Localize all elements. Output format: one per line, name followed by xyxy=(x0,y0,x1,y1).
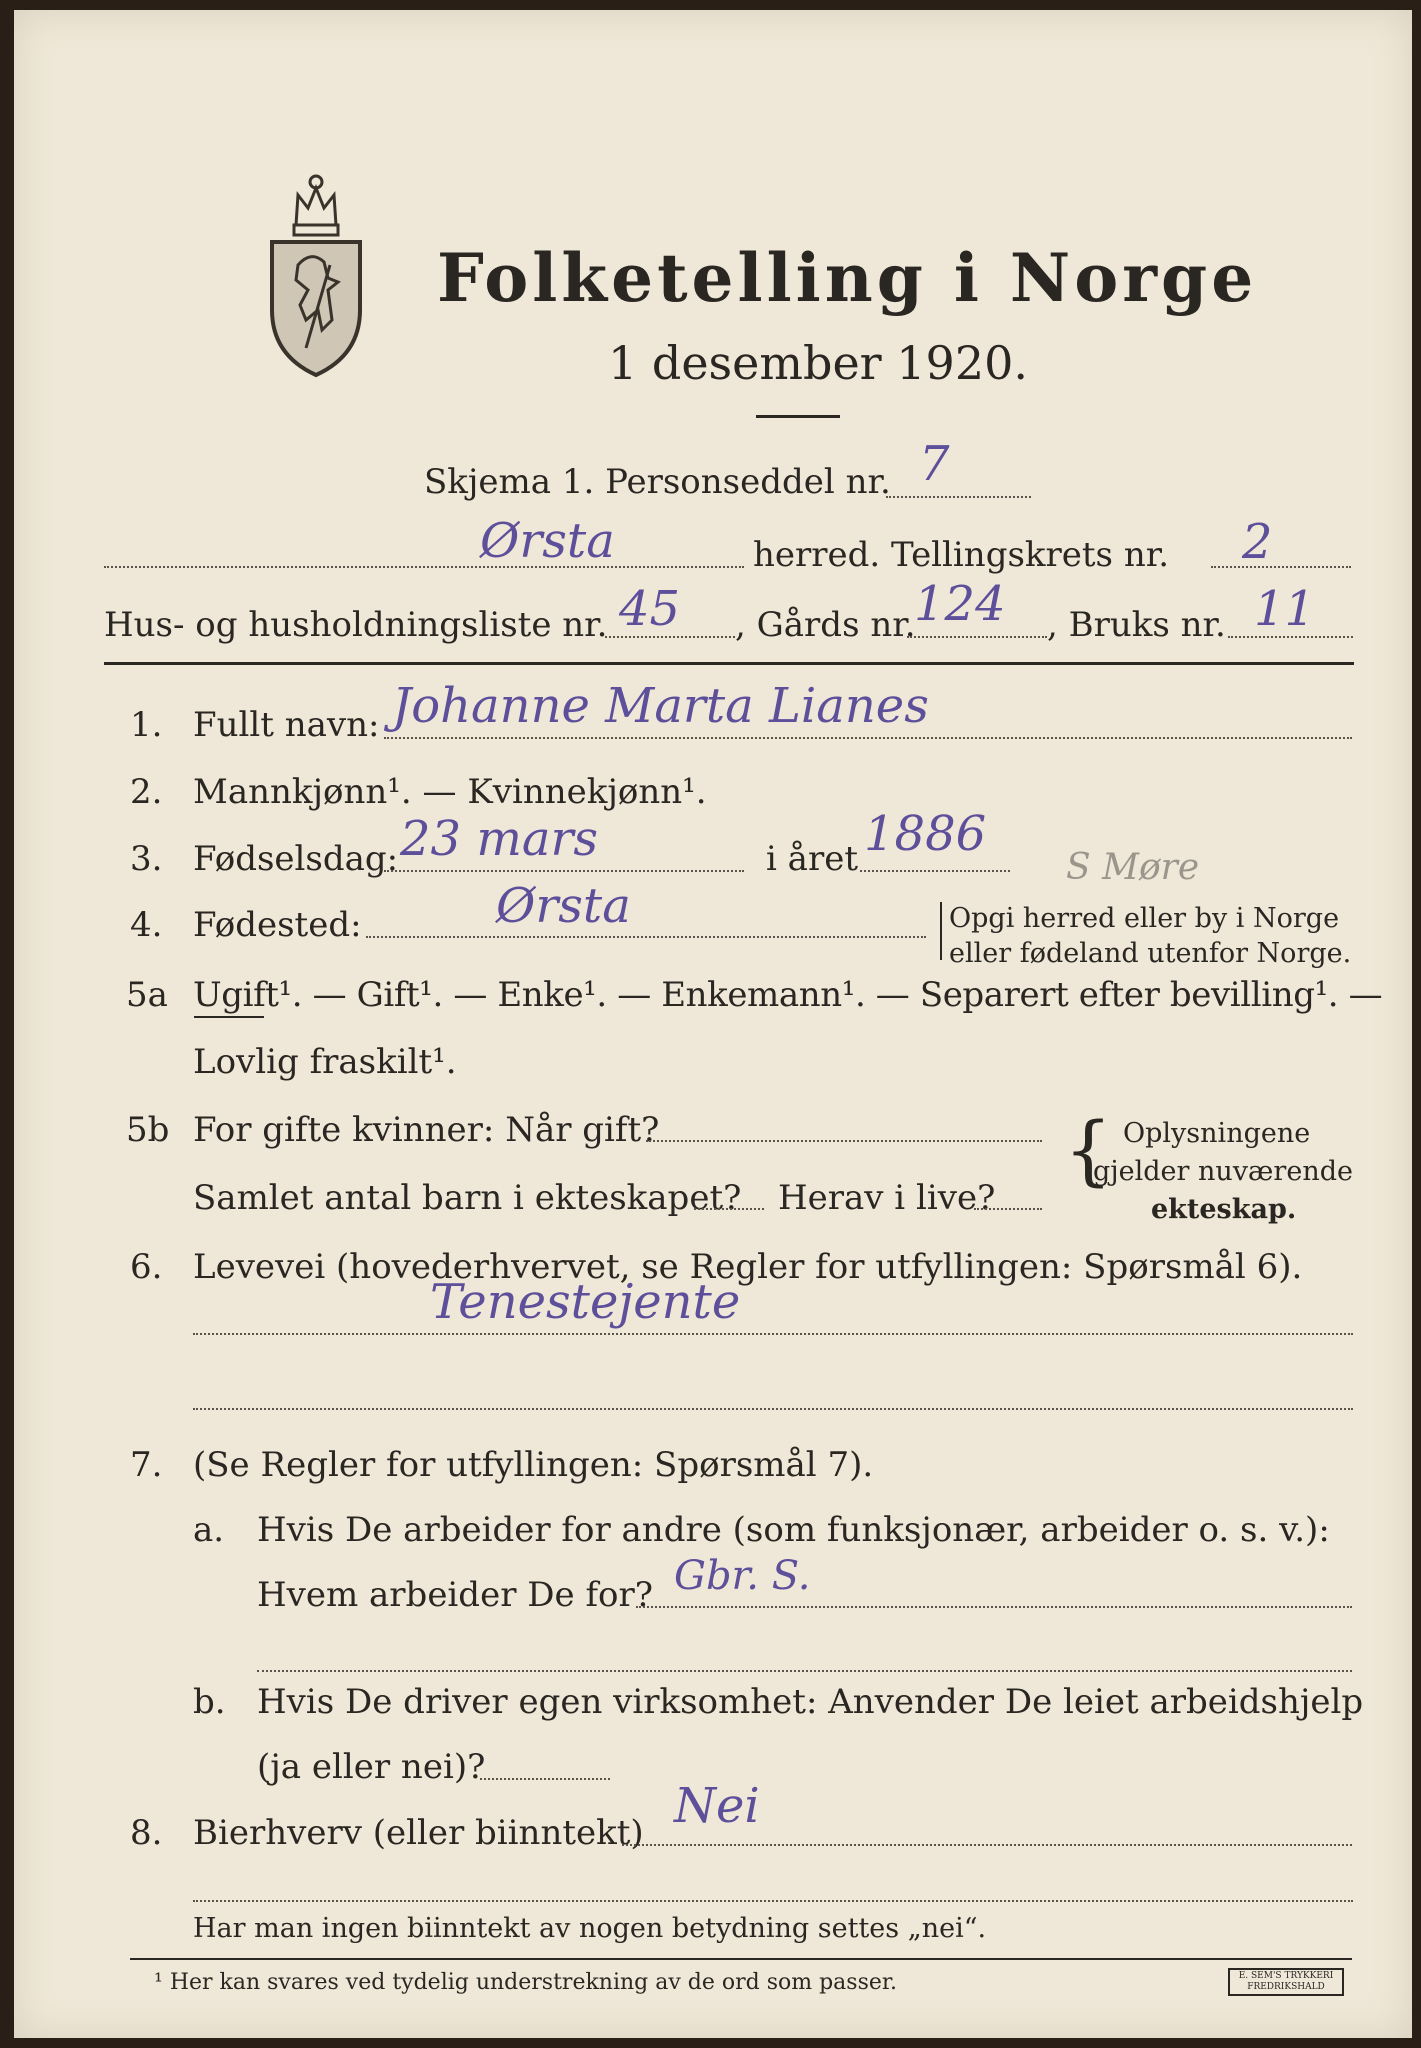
form-date: 1 desember 1920. xyxy=(608,336,1028,390)
hired-help-dots xyxy=(480,1778,610,1780)
full-name-value: Johanne Marta Lianes xyxy=(392,678,929,734)
hus-label: Hus- og husholdningsliste nr. xyxy=(104,605,608,645)
form-title: Folketelling i Norge xyxy=(437,239,1258,317)
birthplace-note-1: Opgi herred eller by i Norge xyxy=(949,903,1340,934)
herred-value: Ørsta xyxy=(480,513,615,569)
field-7-number: 7. xyxy=(130,1445,163,1485)
side-income-dots xyxy=(622,1844,1352,1846)
side-income-value: Nei xyxy=(674,1778,760,1834)
tellingskrets-dots xyxy=(1211,566,1351,568)
side-income-label: Bierhverv (eller biinntekt) xyxy=(193,1813,644,1853)
herred-dots xyxy=(104,566,744,568)
employer-label: Hvem arbeider De for? xyxy=(257,1575,653,1615)
footnote: ¹ Her kan svares ved tydelig understrekning av de ord som passer. xyxy=(154,1970,897,1995)
norwegian-coat-of-arms-icon xyxy=(266,170,366,380)
hus-value: 45 xyxy=(619,581,681,637)
birth-year-label: i året xyxy=(766,839,858,879)
gards-value: 124 xyxy=(914,576,1006,632)
personseddel-label: Skjema 1. Personseddel nr. xyxy=(424,462,891,502)
side-income-dots-2 xyxy=(193,1900,1353,1902)
married-when-label: For gifte kvinner: Når gift? xyxy=(193,1110,660,1150)
personseddel-value: 7 xyxy=(919,436,950,492)
married-note-3: ekteskap. xyxy=(1151,1194,1297,1225)
field-3-number: 3. xyxy=(130,839,163,879)
gards-dots xyxy=(907,636,1047,638)
footnote-divider xyxy=(130,1958,1352,1960)
alive-dots xyxy=(974,1208,1042,1210)
full-name-label: Fullt navn: xyxy=(193,705,380,745)
rules-7-label: (Se Regler for utfyllingen: Spørsmål 7). xyxy=(193,1445,874,1485)
gards-label: , Gårds nr. xyxy=(735,605,916,645)
occupation-value: Tenestejente xyxy=(430,1274,741,1330)
field-8-number: 8. xyxy=(130,1813,163,1853)
marital-status-options: Ugift¹. — Gift¹. — Enke¹. — Enkemann¹. — Separert efter bevilling¹. — xyxy=(193,975,1383,1015)
printer-stamp: E. SEM'S TRYKKERI FREDRIKSHALD xyxy=(1228,1968,1344,1996)
married-note-1: Oplysningene xyxy=(1123,1118,1311,1149)
ugift-underline xyxy=(194,1016,264,1018)
field-1-number: 1. xyxy=(130,705,163,745)
birthplace-note-bar xyxy=(940,902,942,960)
birthplace-dots xyxy=(366,936,926,938)
margin-note: S Møre xyxy=(1066,847,1200,888)
personseddel-dots xyxy=(886,496,1031,498)
title-divider xyxy=(756,415,840,418)
field-2-number: 2. xyxy=(130,772,163,812)
field-4-number: 4. xyxy=(130,905,163,945)
birthplace-value: Ørsta xyxy=(496,878,631,934)
occupation-dots-1 xyxy=(193,1333,1353,1335)
married-note-brace: { xyxy=(1064,1105,1113,1194)
marital-status-options-2: Lovlig fraskilt¹. xyxy=(193,1042,457,1082)
field-5a-number: 5a xyxy=(126,975,168,1015)
employer-dots xyxy=(636,1606,1352,1608)
birth-year-value: 1886 xyxy=(864,806,987,862)
bruks-label: , Bruks nr. xyxy=(1047,605,1226,645)
alive-label: Herav i live? xyxy=(778,1178,996,1218)
birthplace-note-2: eller fødeland utenfor Norge. xyxy=(949,938,1352,969)
census-form-page xyxy=(14,10,1412,2038)
birthday-value: 23 mars xyxy=(400,811,599,867)
children-label: Samlet antal barn i ekteskapet? xyxy=(193,1178,742,1218)
full-name-dots xyxy=(384,737,1352,739)
herred-label: herred. Tellingskrets nr. xyxy=(753,535,1170,575)
birthplace-label: Fødested: xyxy=(193,905,362,945)
hired-help-label: (ja eller nei)? xyxy=(257,1747,486,1787)
field-7b-letter: b. xyxy=(193,1682,226,1722)
tellingskrets-value: 2 xyxy=(1242,514,1273,570)
birth-year-dots xyxy=(860,870,1010,872)
birthday-dots xyxy=(384,870,744,872)
employer-dots-2 xyxy=(257,1670,1352,1672)
married-note-2: gjelder nuværende xyxy=(1093,1156,1353,1187)
field-7a-text: Hvis De arbeider for andre (som funksjonær, arbeider o. s. v.): xyxy=(257,1510,1330,1550)
field-7b-text: Hvis De driver egen virksomhet: Anvender De leiet arbeidshjelp xyxy=(257,1682,1364,1722)
field-6-number: 6. xyxy=(130,1247,163,1287)
bruks-value: 11 xyxy=(1254,581,1316,637)
employer-value: Gbr. S. xyxy=(674,1553,811,1599)
occupation-label: Levevei (hovederhvervet, se Regler for utfyllingen: Spørsmål 6). xyxy=(193,1247,1303,1287)
occupation-dots-2 xyxy=(193,1408,1353,1410)
side-income-note: Har man ingen biinntekt av nogen betydning settes „nei“. xyxy=(193,1913,987,1944)
married-when-dots xyxy=(646,1140,1042,1142)
sex-options: Mannkjønn¹. — Kvinnekjønn¹. xyxy=(193,772,707,812)
header-divider xyxy=(104,662,1354,665)
birthday-label: Fødselsdag: xyxy=(193,839,399,879)
field-7a-letter: a. xyxy=(193,1510,225,1550)
children-dots xyxy=(694,1208,764,1210)
field-5b-number: 5b xyxy=(126,1110,170,1150)
